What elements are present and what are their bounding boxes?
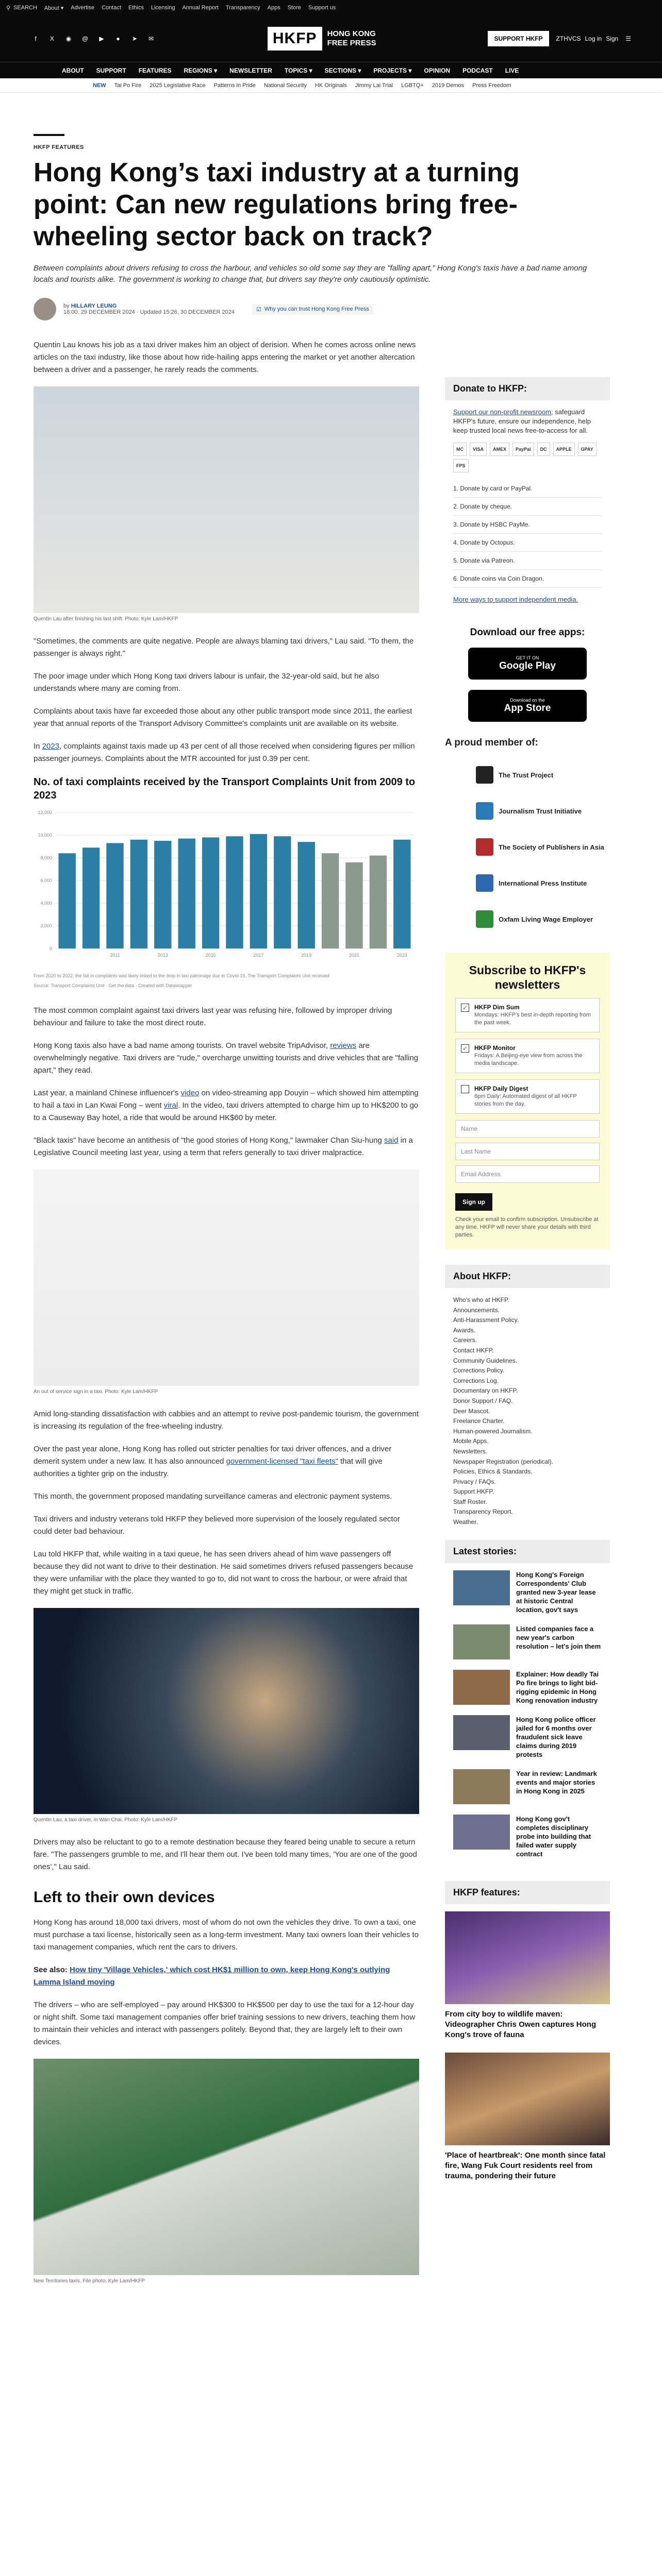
gplay-label: Google Play (499, 660, 556, 671)
latest-headline: Hong Kong's Foreign Correspondents' Club granted new 3-year lease at historic Central location, gov't says (516, 1570, 596, 1614)
donate-option[interactable]: 6. Donate coins via Coin Dragon. (453, 570, 602, 588)
app-store-button[interactable] (468, 690, 587, 722)
features-title: HKFP features: (445, 1881, 610, 1904)
paras2-group (34, 635, 419, 730)
google-play-button[interactable] (468, 648, 587, 680)
nav-item[interactable]: OPINION (424, 66, 451, 74)
menu-icon[interactable]: ☰ (625, 35, 631, 42)
about-link[interactable]: Awards. (453, 1326, 476, 1334)
see-also (34, 1964, 419, 1989)
complaints-chart (34, 775, 419, 989)
newsletter-desc: Mondays: HKFP's best in-depth reporting from the past week. (474, 1012, 591, 1026)
about-title: About HKFP: (445, 1265, 610, 1288)
newsletter-checkbox[interactable]: ✓ (461, 1004, 469, 1012)
caption-3: Quentin Lau, a taxi driver, in Wan Chai. Photo: Kyle Lam/HKFP (34, 1817, 178, 1823)
chart-svg (34, 802, 419, 967)
donate-option[interactable]: 4. Donate by Octopus. (453, 534, 602, 552)
member-name: The Society of Publishers in Asia (499, 843, 604, 851)
newsletter-checkbox[interactable]: ✓ (461, 1044, 469, 1053)
photo-quentin-lau (34, 386, 419, 613)
trending-item[interactable]: HK Originals (315, 82, 347, 89)
payment-methods (453, 443, 602, 472)
account-links (556, 35, 619, 42)
about-link[interactable]: Privacy / FAQs. (453, 1478, 496, 1485)
signup-button[interactable]: Sign up (455, 1193, 492, 1211)
donate-text (453, 408, 602, 435)
article-paragraph: Amid long-standing dissatisfaction with cabbies and an attempt to revive post-pandemic tourism, the government is increasing its regulation of the free-wheeling industry. (34, 1410, 419, 1431)
utility-link[interactable]: Apps (267, 4, 280, 11)
para-trip-pre: Hong Kong taxis also have a bad name among tourists. On travel website TripAdvisor, (34, 1041, 328, 1050)
para-fleet-pre: Over the past year alone, Hong Kong has rolled out stricter penalties for taxi driver offences, and a driver demerit system under a new law. It has also announced (34, 1445, 392, 1466)
chart-bar-2018 (274, 836, 291, 948)
article-body (34, 339, 419, 2284)
caption-1: Quentin Lau after finishing his last shift. Photo: Kyle Lam/HKFP (34, 616, 178, 622)
link-video[interactable]: video (180, 1089, 200, 1097)
chart-bar-2013 (154, 841, 171, 948)
utility-link[interactable]: Transparency (225, 4, 260, 11)
chart-x-tick-label: 2017 (253, 953, 264, 958)
search-icon: ⚲ (6, 5, 11, 11)
more-ways-link[interactable]: More ways to support independent media. (453, 596, 578, 603)
link-2023[interactable]: 2023 (42, 742, 60, 751)
article-paragraph: "Sometimes, the comments are quite negative. People are always blaming taxi drivers," Lau said. "To them, the passenger is always right." (34, 637, 414, 658)
latest-headline: Hong Kong police officer jailed for 6 months over fraudulent sick leave claims during 2019 protests (516, 1715, 596, 1758)
member-title: A proud member of: (445, 737, 538, 748)
chart-y-tick-label: 8,000 (40, 855, 52, 860)
para-video (34, 1087, 419, 1124)
latest-story[interactable] (453, 1570, 602, 1614)
link-reviews[interactable]: reviews (330, 1041, 357, 1050)
trending-new-label: NEW (93, 82, 106, 89)
threads-icon[interactable]: @ (81, 35, 89, 42)
trust-link-label: Why you can trust Hong Kong Free Press (264, 306, 369, 312)
nav-item[interactable]: REGIONS ▾ (184, 66, 218, 74)
about-link[interactable]: Careers. (453, 1336, 477, 1344)
paras3-group (34, 1005, 419, 1029)
donate-option[interactable]: 3. Donate by HSBC PayMe. (453, 516, 602, 534)
article-kicker[interactable]: HKFP FEATURES (34, 144, 84, 150)
trending-item[interactable]: National Security (263, 82, 307, 89)
article-title: Hong Kong’s taxi industry at a turning point: Can new regulations bring free-wheeling sector back on track? (34, 158, 520, 251)
search-link[interactable] (6, 5, 37, 11)
member-mark-icon (476, 910, 493, 928)
weibo-icon[interactable]: ● (116, 35, 120, 42)
newsletter-desc: Fridays: A Beijing-eye view from across the media landscape. (474, 1053, 583, 1066)
latest-list (445, 1563, 610, 1876)
byline-text (63, 303, 235, 315)
logo-box: HKFP (268, 27, 322, 50)
feature-headline[interactable]: 'Place of heartbreak': One month since fatal fire, Wang Fuk Court residents reel from trauma, pondering their future (445, 2150, 606, 2180)
article-paragraph: The drivers – who are self-employed – pay around HK$300 to HK$500 per day to use the taxi for a 12-hour day or night shift. Some taxi management companies offer brief training sessions to new drivers, teaching them how to maintain their vehicles and interact with passengers politely. Beyond that, they are largely left to their own devices. (34, 2001, 416, 2046)
subscribe-title: Subscribe to HKFP's newsletters (469, 963, 586, 991)
trust-icon: ☑ (256, 306, 261, 313)
member-name: The Trust Project (499, 771, 554, 779)
nav-item[interactable]: NEWSLETTER (229, 66, 272, 74)
article-column-wrapper (34, 93, 628, 2297)
donate-box (445, 377, 610, 612)
support-hkfp-button[interactable]: SUPPORT HKFP (488, 31, 549, 46)
para-2023-post: , complaints against taxis made up 43 per cent of all those received when considering figures per million passenger journeys. Complaints about the MTR accounted for just 0.39 per cent. (34, 742, 415, 763)
utility-link[interactable]: Advertise (71, 4, 95, 11)
chart-bar-2023 (393, 840, 410, 948)
see-also-link[interactable]: How tiny 'Village Vehicles,' which cost HK$1 million to own, keep Hong Kong's outlying Lamma Island moving (34, 1965, 390, 1987)
account-link[interactable]: ZTHVCS (556, 35, 581, 42)
about-link[interactable]: Documentary on HKFP. (453, 1387, 518, 1395)
article-paragraph: Drivers may also be reluctant to go to a remote destination because they feared being unable to secure a return fare. "The passengers grumble to me, and I'll hear them out. I've been told many times, 'You are one of the good ones'," Lau said. (34, 1838, 417, 1871)
para-2023 (34, 740, 419, 765)
member-logo[interactable] (445, 829, 610, 865)
about-link[interactable]: Freelance Charter. (453, 1417, 505, 1425)
member-logo[interactable] (445, 865, 610, 901)
youtube-icon[interactable]: ▶ (99, 35, 104, 42)
chart-bar-2022 (370, 856, 387, 948)
paras5-group (34, 1490, 419, 1598)
chart-bar-2015 (202, 837, 219, 948)
latest-thumbnail (453, 1769, 510, 1804)
para-video-mid: on video-streaming app Douyin – which showed him attempting to hail a taxi in Lan Kwai Fong – went (34, 1089, 419, 1110)
trust-link[interactable] (252, 304, 373, 315)
chart-bar-2017 (250, 834, 267, 948)
payment-card-icon: MC (453, 443, 467, 456)
article-paragraph: Quentin Lau knows his job as a taxi driver makes him an object of derision. When he comes across online news articles on the taxi industry, like those about how ride-hailing apps entering the market or yet another altercation between a driver and a passenger, he rarely reads the comments. (34, 341, 416, 374)
caption-2: An out of service sign in a taxi. Photo: Kyle Lam/HKFP (34, 1389, 158, 1395)
donate-options (453, 480, 602, 588)
latest-story[interactable] (453, 1670, 602, 1705)
latest-headline: Year in review: Landmark events and major stories in Hong Kong in 2025 (516, 1769, 597, 1795)
chart-x-tick-label: 2023 (396, 953, 407, 958)
para-video-post: . In the video, taxi drivers attempted to charge him up to HK$200 to go to a Causeway Bay hotel, a ride that would be around HK$60 by meter. (34, 1101, 419, 1122)
features-list (445, 1904, 610, 2181)
member-mark-icon (476, 766, 493, 784)
chart-bar-2011 (106, 843, 123, 948)
payment-card-icon: AMEX (490, 443, 509, 456)
search-label: SEARCH (13, 5, 37, 11)
newsletter-name: HKFP Monitor (474, 1044, 516, 1052)
more-ways-wrap (453, 595, 602, 604)
feature-image[interactable] (445, 2053, 610, 2145)
utility-links (44, 5, 336, 11)
link-taxi-fleets[interactable]: government-licensed "taxi fleets" (226, 1457, 338, 1466)
article-standfirst: Between complaints about drivers refusing to cross the harbour, and vehicles so old some say they are "falling apart," Hong Kong's taxis have a bad name among locals and tourists alike. The government is working to change that, but drivers say they're only cautiously optimistic. (34, 264, 587, 284)
subscribe-confirm: Check your email to confirm subscription. Unsubscribe at any time. HKFP will never share your details with third parties. (455, 1216, 599, 1238)
member-name: International Press Institute (499, 879, 587, 887)
article-paragraph: Lau told HKFP that, while waiting in a taxi queue, he has seen drivers ahead of him wave passengers off because they did not want to drive to their destination. He said sometimes drivers refused passengers because they were unfamiliar with the place they wanted to go to, did not want to cross the harbour, or were afraid that they might get stuck in traffic. (34, 1550, 413, 1596)
member-mark-icon (476, 802, 493, 820)
para-trip-post: are overwhelmingly negative. Taxi drivers are "rude," overcharge unwitting tourists and drive vehicles that are "falling apart," they read. (34, 1041, 419, 1075)
donate-title: Donate to HKFP: (445, 377, 610, 400)
newsletter-box (445, 953, 610, 1249)
latest-thumbnail (453, 1624, 510, 1659)
facebook-icon[interactable]: f (35, 35, 37, 42)
trending-item[interactable]: Patterns in Pride (213, 82, 256, 89)
chart-x-tick-label: 2013 (157, 953, 168, 958)
appstore-label: App Store (504, 703, 551, 714)
latest-title: Latest stories: (445, 1540, 610, 1563)
para-fleets (34, 1443, 419, 1480)
newsletter-option[interactable] (455, 1039, 600, 1073)
section-heading: Left to their own devices (34, 1889, 215, 1906)
instagram-icon[interactable]: ◉ (65, 35, 72, 42)
appstore-small: Download on the (510, 698, 545, 703)
latest-headline: Listed companies face a new year's carbon resolution – let's join them (516, 1624, 601, 1650)
caption-4: New Territories taxis. File photo: Kyle Lam/HKFP (34, 2278, 145, 2284)
paras1-group (34, 339, 419, 376)
chart-x-tick-label: 2011 (110, 953, 120, 958)
photo-out-of-service (34, 1170, 419, 1386)
chart-bar-2010 (82, 848, 100, 948)
top-utility-bar (0, 0, 662, 15)
about-link[interactable]: Contact HKFP. (453, 1346, 494, 1354)
article-paragraph: Hong Kong has around 18,000 taxi drivers, most of whom do not own the vehicles they drive. To own a taxi, one must purchase a taxi license, historically seen as a long-term investment. Many taxi owners loan their vehicles to taxi management companies, which rent the cars to drivers. (34, 1918, 419, 1952)
latest-box (445, 1540, 610, 1876)
about-link[interactable]: Weather. (453, 1518, 478, 1526)
latest-story[interactable] (453, 1624, 602, 1659)
payment-card-icon: DC (537, 443, 550, 456)
about-link[interactable]: Human-powered Journalism. (453, 1427, 533, 1435)
nav-item[interactable]: PROJECTS ▾ (373, 66, 412, 74)
utility-link[interactable]: Support us (308, 4, 336, 11)
chart-y-tick-label: 6,000 (40, 878, 52, 883)
nav-item[interactable]: TOPICS ▾ (284, 66, 312, 74)
payment-card-icon: FPS (453, 459, 469, 472)
nav-item[interactable]: ABOUT (62, 66, 84, 74)
latest-headline: Hong Kong gov't completes disciplinary probe into building that failed water supply contract (516, 1815, 591, 1858)
trending-item[interactable]: 2019 Demos (432, 82, 465, 89)
account-link[interactable]: Sign (606, 35, 619, 42)
para-fleet-post: that will give authorities a tighter grip on the industry. (34, 1457, 383, 1478)
about-link[interactable]: Who's who at HKFP. (453, 1296, 509, 1303)
article-paragraph: Complaints about taxis have far exceeded those about any other public transport mode since 2011, the earliest year that annual reports of the Transport Advisory Committee's complaints unit are available on its website. (34, 707, 412, 728)
nav-item[interactable]: SECTIONS ▾ (324, 66, 361, 74)
donate-inner (445, 400, 610, 612)
chart-bar-2016 (226, 836, 243, 948)
about-link[interactable]: Deer Mascot. (453, 1407, 490, 1415)
nav-item[interactable]: PODCAST (462, 66, 493, 74)
social-links (31, 34, 156, 43)
article-date: 18:00, 29 DECEMBER 2024 · Updated 15:26, 30 DECEMBER 2024 (63, 309, 235, 315)
donate-option[interactable]: 1. Donate by card or PayPal. (453, 480, 602, 498)
donate-link[interactable]: Support our non-profit newsroom (453, 408, 552, 416)
about-link[interactable]: Policies, Ethics & Standards. (453, 1468, 533, 1476)
nav-item[interactable]: SUPPORT (96, 66, 126, 74)
member-name: Journalism Trust Initiative (499, 807, 582, 815)
utility-link[interactable]: Contact (102, 4, 122, 11)
feature-image[interactable] (445, 1911, 610, 2004)
chart-bar-2014 (178, 839, 195, 948)
chart-y-tick-label: 0 (49, 946, 52, 951)
para-video-pre: Last year, a mainland Chinese influencer's (34, 1089, 179, 1097)
main-content (0, 93, 662, 2297)
about-link[interactable]: Newspaper Registration (periodical). (453, 1458, 554, 1465)
apps-box (445, 627, 610, 722)
member-mark-icon (476, 874, 493, 892)
latest-thumbnail (453, 1815, 510, 1850)
donate-desc: ; safeguard HKFP's future, ensure our independence, help keep trusted local news free-to-access for all. (453, 408, 591, 434)
site-logo[interactable] (268, 27, 376, 50)
logo-line2: FREE PRESS (327, 39, 376, 47)
payment-card-icon: GPAY (578, 443, 597, 456)
chart-y-tick-label: 2,000 (40, 923, 52, 928)
gplay-small: GET IT ON (516, 655, 539, 660)
chart-bar-2020 (322, 853, 339, 948)
logo-line1: HONG KONG (327, 29, 376, 38)
para-black-post: in a Legislative Council meeting last year, using a term that refers generally to taxi driver malpractice. (34, 1136, 413, 1157)
trending-item[interactable]: 2025 Legislative Race (150, 82, 206, 89)
chart-x-tick-label: 2019 (301, 953, 312, 958)
trending-bar (0, 78, 662, 93)
email-icon[interactable]: ✉ (148, 35, 154, 42)
article-paragraph: Taxi drivers and industry veterans told HKFP they believed more supervision of the loosely regulated sector could deter bad behaviour. (34, 1515, 400, 1536)
chart-y-tick-label: 12,000 (38, 810, 52, 815)
article-byline (34, 298, 628, 320)
nav-item[interactable]: FEATURES (138, 66, 172, 74)
see-also-label: See also: (34, 1965, 68, 1974)
x-icon[interactable]: X (49, 35, 54, 42)
about-link[interactable]: Corrections Log. (453, 1377, 499, 1384)
payment-card-icon: APPLE (553, 443, 575, 456)
about-link[interactable]: Support HKFP. (453, 1488, 494, 1496)
para-black-taxis (34, 1134, 419, 1159)
newsletter-input[interactable]: Name (455, 1120, 600, 1138)
about-link[interactable]: Transparency Report. (453, 1508, 513, 1516)
chart-bar-2021 (345, 862, 362, 948)
author-avatar (34, 298, 56, 320)
newsletter-name: HKFP Daily Digest (474, 1085, 528, 1092)
main-nav (0, 62, 662, 78)
paras6-group (34, 1836, 419, 1873)
donate-option[interactable]: 2. Donate by cheque. (453, 498, 602, 516)
author-name[interactable]: HILLARY LEUNG (71, 303, 117, 309)
chart-x-tick-label: 2021 (349, 953, 360, 958)
utility-link[interactable]: Store (287, 4, 302, 11)
donate-option[interactable]: 5. Donate via Patreon. (453, 552, 602, 570)
site-header (0, 15, 662, 62)
about-link[interactable]: Announcements. (453, 1306, 500, 1314)
member-mark-icon (476, 838, 493, 856)
about-link[interactable]: Community Guidelines. (453, 1357, 518, 1364)
member-name: Oxfam Living Wage Employer (499, 915, 593, 923)
member-list (445, 757, 610, 937)
chart-bar-2012 (130, 840, 147, 948)
trending-item[interactable]: Jimmy Lai Trial (355, 82, 393, 89)
latest-thumbnail (453, 1715, 510, 1750)
latest-thumbnail (453, 1570, 510, 1605)
para-2023-pre: In (34, 742, 40, 751)
article-paragraph: The poor image under which Hong Kong taxi drivers labour is unfair, the 32-year-old said, but he also understands where many are coming from. (34, 672, 379, 693)
latest-story[interactable] (453, 1715, 602, 1759)
about-link[interactable]: Mobile Apps. (453, 1437, 489, 1445)
para-tripadvisor (34, 1040, 419, 1077)
chart-source[interactable]: Source: Transport Complaints Unit · Get the data · Created with Datawrapper (34, 983, 192, 988)
feature-headline[interactable]: From city boy to wildlife maven: Videographer Chris Owen captures Hong Kong's trove of fauna (445, 2009, 597, 2039)
apps-title: Download our free apps: (470, 627, 585, 638)
latest-story[interactable] (453, 1769, 602, 1804)
account-link[interactable]: Log in (585, 35, 602, 42)
trending-item[interactable]: LGBTQ+ (401, 82, 424, 89)
about-link[interactable]: Donor Support / FAQ. (453, 1397, 513, 1404)
newsletter-input[interactable]: Last Name (455, 1143, 600, 1160)
chart-title: No. of taxi complaints received by the Transport Complaints Unit from 2009 to 2023 (34, 776, 416, 801)
sidebar (445, 320, 610, 2297)
paras7-group (34, 1917, 419, 1954)
newsletter-checkbox[interactable] (461, 1085, 469, 1093)
paras4-group (34, 1408, 419, 1433)
about-link[interactable]: Newsletters. (453, 1447, 488, 1455)
article-paragraph: The most common complaint against taxi drivers last year was refusing hire, followed by improper driving behaviour and failure to take the most direct route. (34, 1006, 392, 1027)
about-list (445, 1288, 610, 1535)
link-said[interactable]: said (384, 1136, 399, 1145)
payment-card-icon: VISA (470, 443, 487, 456)
link-viral[interactable]: viral (163, 1101, 178, 1110)
article-paragraph: This month, the government proposed mandating surveillance cameras and electronic payment systems. (34, 1492, 392, 1501)
logo-text (327, 29, 376, 48)
utility-link[interactable]: About ▾ (44, 5, 64, 11)
utility-link[interactable]: Annual Report (182, 4, 219, 11)
newsletter-option[interactable] (455, 998, 600, 1032)
about-link[interactable]: Anti-Harassment Policy. (453, 1316, 519, 1324)
article-body-column (34, 320, 419, 2297)
byline-prefix: by (63, 303, 70, 309)
kicker-rule (34, 134, 64, 136)
newsletter-option[interactable] (455, 1079, 600, 1114)
trending-item[interactable]: Press Freedom (472, 82, 511, 89)
utility-link[interactable]: Ethics (128, 4, 144, 11)
header-right (488, 31, 631, 46)
features-box (445, 1881, 610, 2181)
newsletter-name: HKFP Dim Sum (474, 1004, 520, 1011)
chart-bar-2009 (58, 853, 75, 948)
chart-note: From 2020 to 2022, the fall in complaints was likely linked to the drop in taxi patronage due to Covid-19. The Transport Complaints Unit received (34, 973, 329, 978)
about-link[interactable]: Corrections Policy. (453, 1367, 505, 1375)
trending-item[interactable]: Tai Po Fire (114, 82, 142, 89)
about-link[interactable]: Staff Roster. (453, 1498, 487, 1505)
photo-nt-taxis (34, 2059, 419, 2275)
chart-x-tick-label: 2015 (205, 953, 216, 958)
latest-thumbnail (453, 1670, 510, 1705)
latest-story[interactable] (453, 1815, 602, 1858)
about-box (445, 1265, 610, 1535)
newsletter-desc: 6pm Daily: Automated digest of all HKFP stories from the day. (474, 1093, 577, 1107)
chart-y-tick-label: 10,000 (38, 833, 52, 838)
nav-item[interactable]: LIVE (505, 66, 519, 74)
newsletter-input[interactable]: Email Address (455, 1165, 600, 1183)
paras8-group (34, 1999, 419, 2048)
latest-headline: Explainer: How deadly Tai Po fire brings to light bid-rigging epidemic in Hong Kong renovation industry (516, 1670, 599, 1704)
para-black-pre: "Black taxis" have become an antithesis of "the good stories of Hong Kong," lawmaker Chan Siu-hung (34, 1136, 382, 1145)
member-logo[interactable] (445, 793, 610, 829)
chart-y-tick-label: 4,000 (40, 901, 52, 906)
member-logo[interactable] (445, 757, 610, 793)
payment-card-icon: PayPal (512, 443, 534, 456)
telegram-icon[interactable]: ➤ (131, 35, 138, 42)
chart-bar-2019 (297, 842, 315, 948)
utility-link[interactable]: Licensing (151, 4, 175, 11)
photo-driver-night (34, 1608, 419, 1814)
article-and-sidebar (34, 320, 628, 2297)
member-logo[interactable] (445, 901, 610, 937)
